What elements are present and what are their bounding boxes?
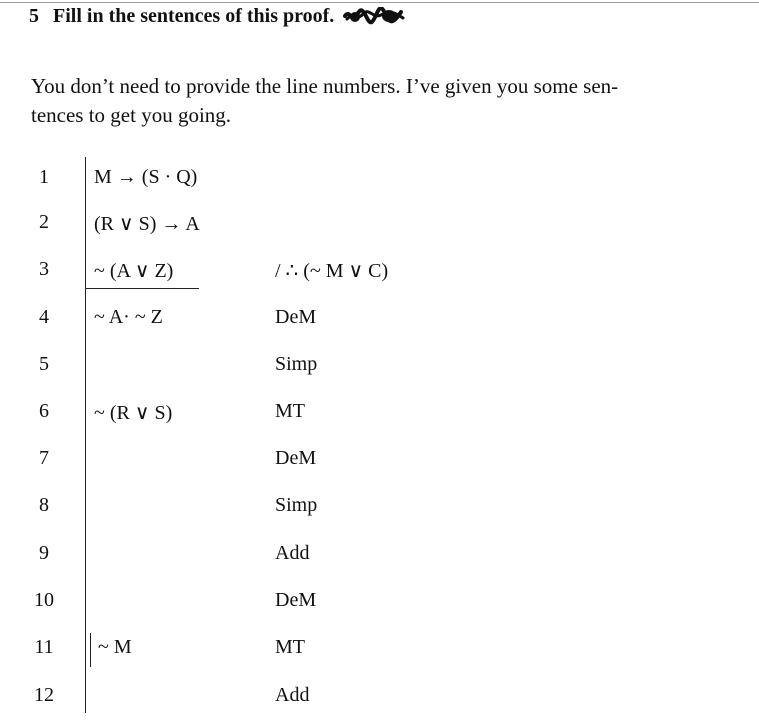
conclusion-marker: / ∴ (~ M ∨ C): [275, 260, 389, 282]
line-number: 9: [39, 542, 49, 564]
line-number: 6: [39, 400, 49, 422]
instructions-line-2: tences to get you going.: [31, 103, 232, 127]
justification-label: MT: [275, 636, 305, 658]
line-number: 1: [39, 166, 49, 188]
line-number: 7: [39, 447, 49, 469]
justification-label: MT: [275, 400, 305, 422]
line-number: 3: [39, 258, 49, 280]
line-number: 8: [39, 494, 49, 516]
instructions-line-1: You don’t need to provide the line numbers. I’ve given you some sen-: [31, 74, 619, 98]
justification-label: Simp: [275, 353, 318, 375]
line-number: 11: [34, 636, 54, 658]
justification-label: Add: [275, 684, 310, 706]
exercise-number: 5: [29, 5, 39, 27]
proof-sentence: ~ A· ~ Z: [94, 306, 163, 328]
proof-sentence: ~ (A ∨ Z): [94, 260, 174, 282]
line-number: 5: [39, 353, 49, 375]
justification-label: Add: [275, 542, 310, 564]
line-number: 4: [39, 306, 49, 328]
proof-sentence: ~ (R ∨ S): [94, 402, 173, 424]
line-number: 12: [34, 684, 54, 706]
proof-sentence: (R ∨ S) → A: [94, 213, 200, 235]
line-number: 10: [34, 589, 54, 611]
justification-label: DeM: [275, 589, 317, 611]
proof-sentence: M → (S · Q): [94, 166, 198, 188]
justification-label: DeM: [275, 306, 317, 328]
subproof-bar: [90, 633, 91, 667]
justification-label: DeM: [275, 447, 317, 469]
proof-sentence: ~ M: [98, 636, 132, 658]
line-number: 2: [39, 211, 49, 233]
premise-divider: [85, 288, 199, 289]
exercise-title: Fill in the sentences of this proof.: [53, 5, 335, 27]
proof-vertical-bar: [85, 157, 86, 713]
justification-label: Simp: [275, 494, 318, 516]
